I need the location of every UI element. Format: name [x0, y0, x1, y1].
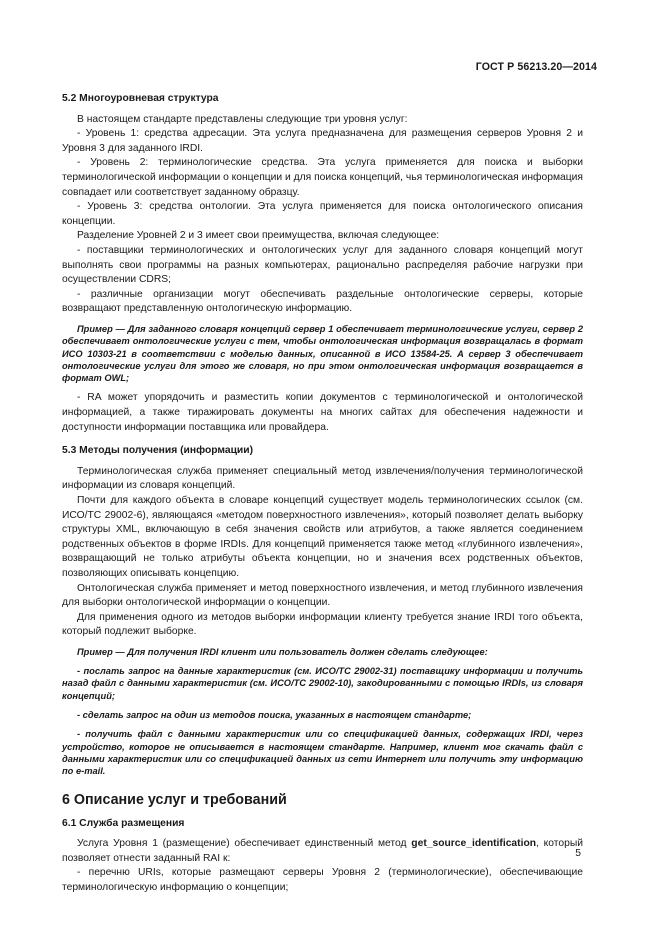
paragraph: Онтологическая служба применяет и метод поверхностного извлечения, и метод глубинного извлечения для выборки онтологической информации о концепции.: [62, 582, 583, 609]
paragraph-text: , который позволяет отнести заданный RAI к:: [62, 838, 583, 864]
document-code-header: ГОСТ Р 56213.20—2014: [475, 61, 597, 73]
section-6-heading: 6 Описание услуг и требований: [62, 791, 287, 808]
example-list-item: - сделать запрос на один из методов поиска, указанных в настоящем стандарте;: [77, 710, 472, 721]
paragraph: Для применения одного из методов выборки информации клиенту требуется знание IRDI того объекта, который подлежит выборке.: [62, 611, 583, 638]
list-item: - RA может упорядочить и разместить копии документов с терминологической и онтологической информацией, а также тиражировать документы на многих сайтах для обеспечения надежности и доступности информации поставщика или провайдера.: [62, 392, 583, 433]
list-item: - различные организации могут обеспечивать раздельные онтологические серверы, которые возвращают представленную онтологическую информацию.: [62, 288, 583, 315]
list-item: - Уровень 3: средства онтологии. Эта услуга применяется для поиска онтологического описания концепции.: [62, 201, 583, 227]
example-note: Пример — Для получения IRDI клиент или пользователь должен сделать следующее:: [77, 646, 488, 657]
page-number: 5: [575, 848, 581, 859]
example-list-item: - получить файл с данными характеристик или со спецификацией данных, содержащих IRDI, через устройство, которое не описывается в настоящем стандарте. Например, клиент мог скачать файл с данными характеристик или со спецификацией данных из сети Интернет или получить эту информацию по e-mail.: [62, 729, 583, 777]
section-5-2-heading: 5.2 Многоуровневая структура: [62, 93, 219, 104]
list-item: - поставщики терминологических и онтологических услуг для заданного словаря концепций могут выполнять свои программы на разных компьютерах, рационально распределяя рабочие нагрузки при осуществлении CDRS;: [62, 244, 583, 286]
paragraph: Разделение Уровней 2 и 3 имеет свои преимущества, включая следующее:: [77, 230, 440, 242]
page-body: [62, 92, 583, 896]
paragraph-text: Услуга Уровня 1 (размещение) обеспечивает единственный метод: [77, 838, 412, 850]
list-item: - Уровень 1: средства адресации. Эта услуга предназначена для размещения серверов Уровня 2 и Уровня 3 для заданного IRDI.: [62, 128, 583, 154]
paragraph: [62, 837, 583, 866]
paragraph: В настоящем стандарте представлены следующие три уровня услуг:: [77, 113, 408, 125]
paragraph: Терминологическая служба применяет специальный метод извлечения/получения терминологической информации из словаря концепций.: [62, 465, 583, 492]
paragraph: Почти для каждого объекта в словаре концепций существует модель терминологических ссылок (см. ИСО/ТС 29002-6), являющаяся «методом поверхностного извлечения», который позволяет делать выборку структуры XML, включающую в себя значения свойств или атрибутов, а также является соединением родственных объектов в форме IRDIs. Для концепций применяется также метод «глубинного извлечения», возвращающий не только атрибуты объекта концепции, но и значения всех родственных объектов, позволяющих описывать концепцию.: [62, 494, 583, 579]
example-note: Пример — Для заданного словаря концепций сервер 1 обеспечивает терминологические услуги, сервер 2 обеспечивает онтологические услуги с тем, чтобы онтологическая информация возвращалась в формат ИСО 10303-21 в соответствии с моделью данных, описанной в ИСО 13584-25. А сервер 3 обеспечивает онтологические услуги для этого же словаря, но при этом онтологическая информация возвращается в формат OWL;: [62, 323, 583, 384]
list-item: - Уровень 2: терминологические средства. Эта услуга применяется для поиска и выборки терминологической информации о концепции и для поиска концепций, чья терминологическая информация совпадает или соответствует заданному образцу.: [62, 157, 583, 198]
section-5-3-heading: 5.3 Методы получения (информации): [62, 445, 254, 457]
section-6-1-heading: 6.1 Служба размещения: [62, 817, 185, 829]
list-item: - перечню URIs, которые размещают серверы Уровня 2 (терминологические), обеспечивающие терминологическую информацию о концепции;: [62, 867, 583, 893]
method-name: get_source_identification: [411, 838, 537, 850]
example-list-item: - послать запрос на данные характеристик (см. ИСО/ТС 29002-31) поставщику информации и получить назад файл с данными характеристик (см. ИСО/ТС 29002-10), закодированными с помощью IRDIs, из словаря концепций;: [62, 666, 583, 701]
